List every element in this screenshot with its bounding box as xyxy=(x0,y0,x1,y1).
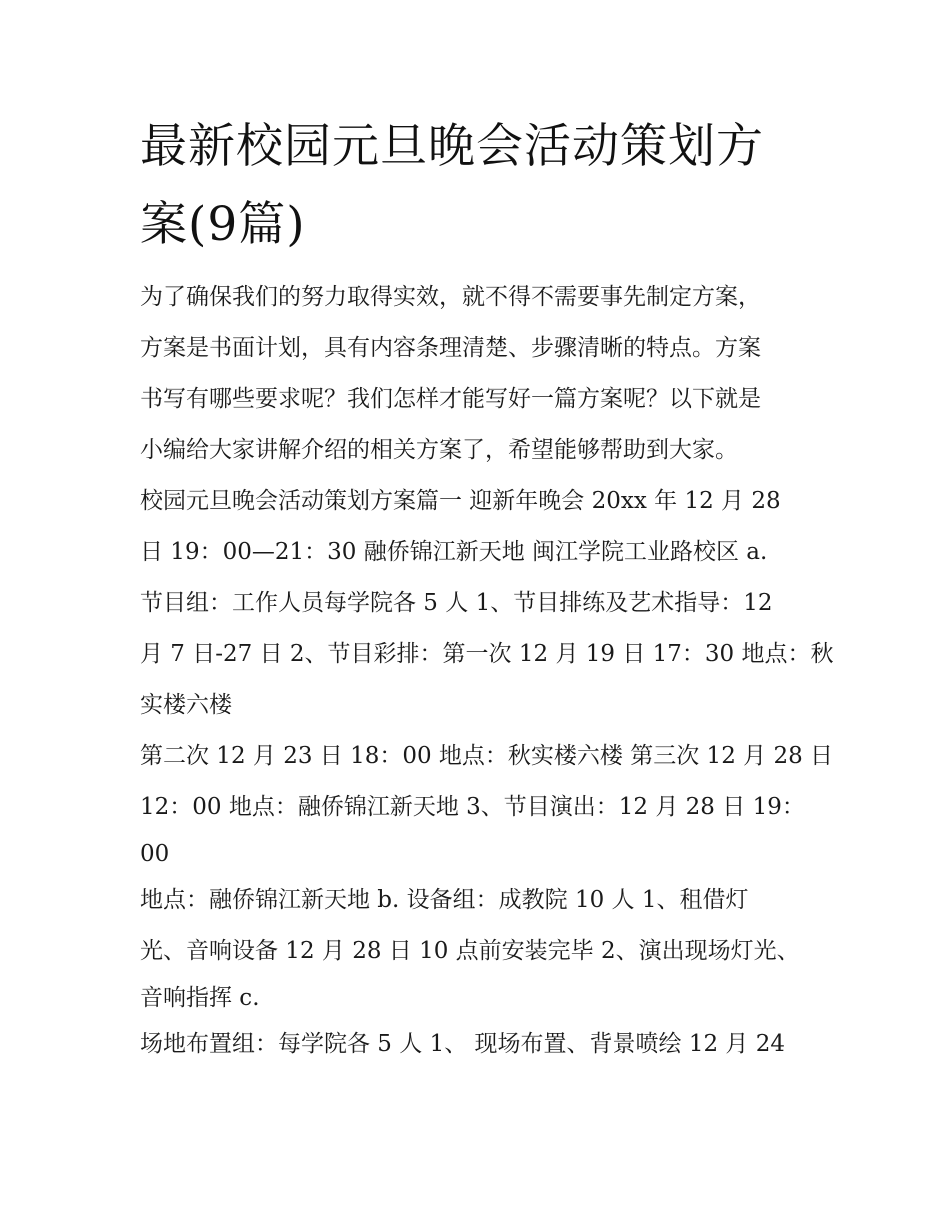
paragraph-rehearsal xyxy=(140,731,834,875)
document-page xyxy=(140,108,834,1070)
title-line-1: 最新校园元旦晚会活动策划方 xyxy=(140,119,764,174)
paragraph-venue-group xyxy=(140,1019,820,1070)
text-line: 月 7 日-27 日 2、节目彩排：第一次 12 月 19 日 17：30 地点：秋 xyxy=(140,641,834,667)
text-line: 第二次 12 月 23 日 18：00 地点：秋实楼六楼 第三次 12 月 28 日 xyxy=(140,743,834,769)
text-line: 音响指挥 c. xyxy=(140,985,260,1011)
paragraph-intro xyxy=(140,272,820,476)
text-line: 日 19：00—21：30 融侨锦江新天地 闽江学院工业路校区 a. xyxy=(140,539,768,565)
text-line: 节目组：工作人员每学院各 5 人 1、节目排练及艺术指导：12 xyxy=(140,590,773,616)
document-body xyxy=(140,272,834,1070)
text-line: 12：00 地点：融侨锦江新天地 3、节目演出：12 月 28 日 19： xyxy=(140,794,805,820)
text-line: 场地布置组：每学院各 5 人 1、 现场布置、背景喷绘 12 月 24 xyxy=(140,1031,785,1057)
title-line-2: 案(9篇) xyxy=(140,197,306,252)
text-line: 光、音响设备 12 月 28 日 10 点前安装完毕 2、演出现场灯光、 xyxy=(140,938,800,964)
text-line: 小编给大家讲解介绍的相关方案了，希望能够帮助到大家。 xyxy=(140,437,738,463)
text-line: 方案是书面计划，具有内容条理清楚、步骤清晰的特点。方案 xyxy=(140,335,761,361)
text-line: 书写有哪些要求呢？我们怎样才能写好一篇方案呢？以下就是 xyxy=(140,386,761,412)
text-line: 地点：融侨锦江新天地 b. 设备组：成教院 10 人 1、租借灯 xyxy=(140,887,749,913)
document-title xyxy=(140,108,820,264)
text-line: 00 xyxy=(140,841,170,867)
text-line: 实楼六楼 xyxy=(140,692,232,718)
text-line: 为了确保我们的努力取得实效，就不得不需要事先制定方案， xyxy=(140,284,761,310)
paragraph-equipment-group xyxy=(140,875,820,1019)
paragraph-program-group xyxy=(140,476,834,731)
text-line: 校园元旦晚会活动策划方案篇一 迎新年晚会 20xx 年 12 月 28 xyxy=(140,488,781,514)
